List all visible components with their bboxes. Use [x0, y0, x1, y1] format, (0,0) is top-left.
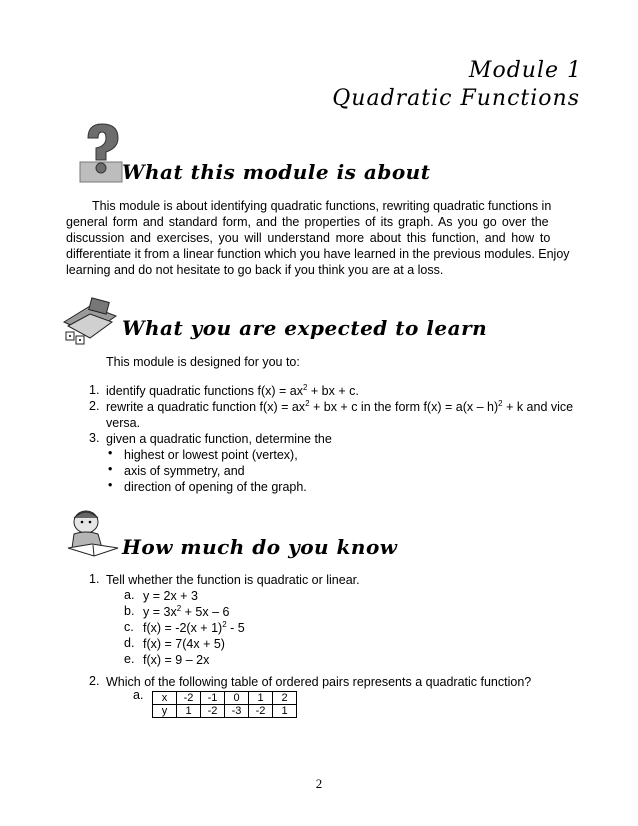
choice-c-text-end: - 5: [226, 621, 245, 635]
exponent: 2: [498, 399, 503, 408]
expected-intro: This module is designed for you to:: [106, 355, 300, 369]
page-number: 2: [315, 776, 323, 791]
list-number-2: 2.: [89, 399, 100, 413]
choice-label-d: d.: [124, 636, 135, 650]
table-cell: -2: [177, 692, 201, 705]
table-cell: 1: [177, 705, 201, 718]
objective-2-text-mid: + bx + c in the form f(x) = a(x – h): [309, 400, 499, 414]
table-cell: 1: [249, 692, 273, 705]
question-mark-icon: [78, 122, 128, 187]
student-reading-icon: [64, 508, 122, 561]
choice-label-e: e.: [124, 652, 135, 666]
objective-2-continued: versa.: [106, 416, 141, 430]
choice-a: y = 2x + 3: [143, 589, 198, 603]
bullet-item: axis of symmetry, and: [124, 464, 245, 478]
objective-1: [106, 383, 359, 399]
choice-label-b: b.: [124, 604, 135, 618]
objective-1-text: identify quadratic functions f(x) = ax: [106, 384, 303, 398]
exponent: 2: [302, 383, 308, 392]
question-1: Tell whether the function is quadratic or linear.: [106, 573, 360, 587]
choice-label-a: a.: [124, 588, 135, 602]
table-cell: y: [153, 705, 177, 718]
section-heading-know: How much do you know: [122, 535, 398, 559]
question-number-2: 2.: [89, 674, 100, 688]
choice-label-c: c.: [124, 620, 134, 634]
about-line-5: learning and do not hesitate to go back if you think you are at a loss.: [66, 263, 444, 277]
table-cell: -3: [225, 705, 249, 718]
table-cell: 0: [225, 692, 249, 705]
table-row: [153, 692, 297, 705]
exponent: 2: [222, 620, 227, 629]
table-label-a: a.: [133, 688, 144, 702]
objective-1-text-end: + bx + c.: [307, 384, 359, 398]
choice-b-text: y = 3x: [143, 605, 177, 619]
module-topic: Quadratic Functions: [332, 86, 580, 111]
bullet-item: highest or lowest point (vertex),: [124, 448, 298, 462]
bullet-icon: •: [108, 478, 113, 492]
section-heading-expected: What you are expected to learn: [122, 316, 488, 340]
choice-b: [143, 604, 229, 620]
about-line-4: differentiate it from a linear function which you have learned in the previous modules. Enjoy: [66, 247, 570, 261]
about-line-1: This module is about identifying quadratic functions, rewriting quadratic functions in: [92, 199, 552, 213]
about-line-2: general form and standard form, and the properties of its graph. As you go over the: [66, 215, 549, 229]
table-cell: -2: [201, 705, 225, 718]
exponent: 2: [176, 604, 182, 613]
table-cell: x: [153, 692, 177, 705]
table-cell: 2: [273, 692, 297, 705]
books-and-dice-icon: [60, 296, 122, 349]
question-number-1: 1.: [89, 572, 100, 586]
table-cell: -2: [249, 705, 273, 718]
bullet-icon: •: [108, 446, 113, 460]
bullet-item: direction of opening of the graph.: [124, 480, 307, 494]
list-number-1: 1.: [89, 383, 100, 397]
table-row: [153, 705, 297, 718]
exponent: 2: [305, 399, 310, 408]
objective-2-text-end: + k and vice: [502, 400, 574, 414]
about-line-3: discussion and exercises, you will understand more about this function, and how to: [66, 231, 551, 245]
ordered-pairs-table: [152, 691, 297, 718]
choice-e: f(x) = 9 – 2x: [143, 653, 210, 667]
question-2: Which of the following table of ordered pairs represents a quadratic function?: [106, 675, 532, 689]
choice-c: [143, 620, 245, 636]
module-title: Module 1: [468, 58, 582, 83]
objective-2-text: rewrite a quadratic function f(x) = ax: [106, 400, 306, 414]
objective-2: [106, 399, 573, 415]
table-cell: 1: [273, 705, 297, 718]
bullet-icon: •: [108, 462, 113, 476]
section-heading-about: What this module is about: [122, 160, 431, 184]
objective-3: given a quadratic function, determine the: [106, 432, 332, 446]
choice-b-text-end: + 5x – 6: [181, 605, 230, 619]
choice-c-text: f(x) = -2(x + 1): [143, 621, 223, 635]
table-cell: -1: [201, 692, 225, 705]
choice-d: f(x) = 7(4x + 5): [143, 637, 225, 651]
list-number-3: 3.: [89, 431, 100, 445]
